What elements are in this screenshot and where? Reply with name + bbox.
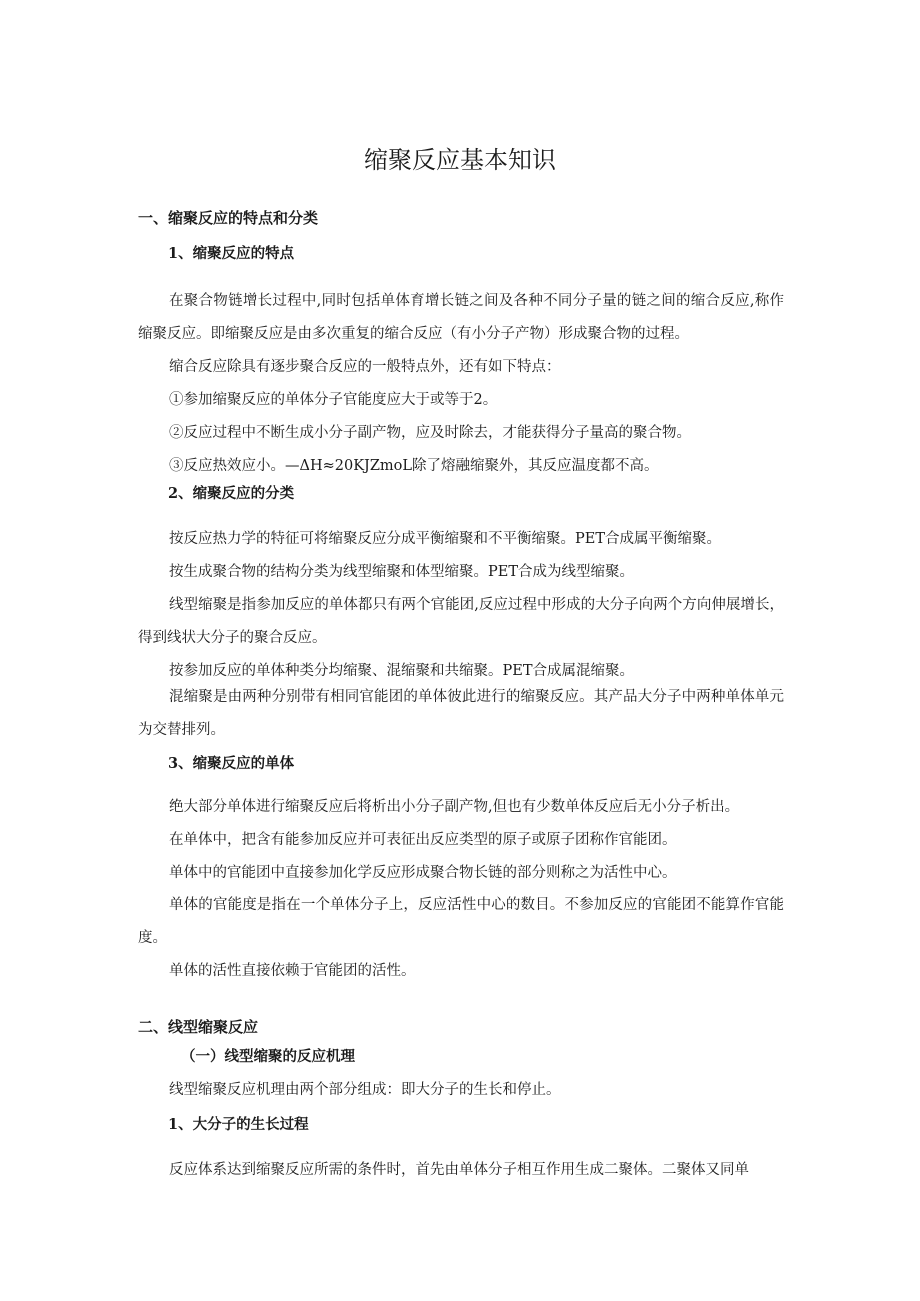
paragraph: 在单体中，把含有能参加反应并可表征出反应类型的原子或原子团称作官能团。 bbox=[169, 832, 677, 848]
list-item: ②反应过程中不断生成小分子副产物，应及时除去，才能获得分子量高的聚合物。 bbox=[169, 425, 691, 441]
paragraph: 混缩聚是由两种分别带有相同官能团的单体彼此进行的缩聚反应。其产品大分子中两种单体单元为交替排列。 bbox=[138, 689, 784, 738]
section-1-2-heading: 2、缩聚反应的分类 bbox=[168, 485, 295, 502]
paragraph: 按反应热力学的特征可将缩聚反应分成平衡缩聚和不平衡缩聚。PET合成属平衡缩聚。 bbox=[169, 531, 722, 547]
section-1-3-heading: 3、缩聚反应的单体 bbox=[168, 755, 295, 772]
section-1-1-heading: 1、缩聚反应的特点 bbox=[168, 245, 295, 262]
paragraph: 按生成聚合物的结构分类为线型缩聚和体型缩聚。PET合成为线型缩聚。 bbox=[169, 564, 635, 580]
paragraph: 单体中的官能团中直接参加化学反应形成聚合物长链的部分则称之为活性中心。 bbox=[169, 865, 677, 881]
paragraph: 按参加反应的单体种类分均缩聚、混缩聚和共缩聚。PET合成属混缩聚。 bbox=[169, 663, 635, 679]
list-item: ③反应热效应小。—ΔH≈20KJZmoL除了熔融缩聚外，其反应温度都不高。 bbox=[169, 458, 659, 474]
section-1-heading: 一、缩聚反应的特点和分类 bbox=[138, 209, 319, 227]
paragraph: 反应体系达到缩聚反应所需的条件时，首先由单体分子相互作用生成二聚体。二聚体又同单 bbox=[169, 1162, 749, 1178]
paragraph: 单体的活性直接依赖于官能团的活性。 bbox=[169, 963, 416, 979]
paragraph: 线型缩聚是指参加反应的单体都只有两个官能团,反应过程中形成的大分子向两个方向伸展增长，得到线状大分子的聚合反应。 bbox=[138, 597, 784, 646]
paragraph: 线型缩聚反应机理由两个部分组成：即大分子的生长和停止。 bbox=[169, 1082, 561, 1098]
paragraph: 单体的官能度是指在一个单体分子上，反应活性中心的数目。不参加反应的官能团不能算作官能度。 bbox=[138, 897, 784, 946]
section-2-1-1-heading: 1、大分子的生长过程 bbox=[168, 1116, 309, 1133]
paragraph: 在聚合物链增长过程中,同时包括单体育增长链之间及各种不同分子量的链之间的缩合反应,称作缩聚反应。即缩聚反应是由多次重复的缩合反应（有小分子产物）形成聚合物的过程。 bbox=[138, 293, 784, 342]
document-title: 缩聚反应基本知识 bbox=[364, 146, 556, 174]
paragraph: 绝大部分单体进行缩聚反应后将析出小分子副产物,但也有少数单体反应后无小分子析出。 bbox=[169, 799, 740, 815]
section-2-heading: 二、线型缩聚反应 bbox=[138, 1018, 259, 1036]
list-item: ①参加缩聚反应的单体分子官能度应大于或等于2。 bbox=[169, 392, 498, 408]
paragraph: 缩合反应除具有逐步聚合反应的一般特点外，还有如下特点： bbox=[169, 359, 561, 375]
section-2-1-heading: （一）线型缩聚的反应机理 bbox=[181, 1048, 355, 1065]
